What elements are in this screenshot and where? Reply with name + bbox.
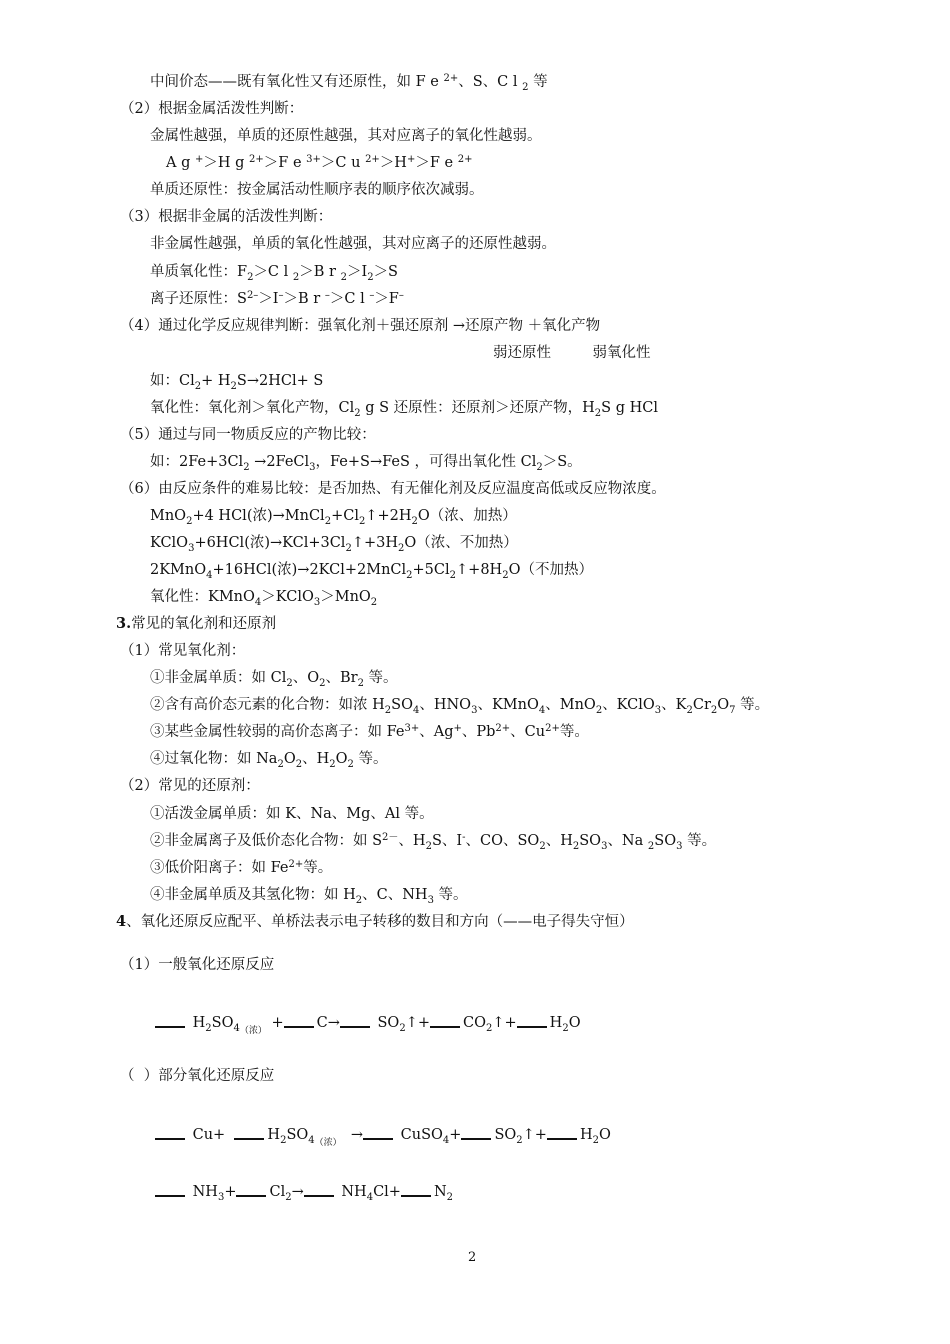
- text-line: 4、氧化还原反应配平、单桥法表示电子转移的数目和方向（——电子得失守恒）: [116, 913, 634, 930]
- text-line: 中间价态——既有氧化性又有还原性，如 F e $^{2+}$、S、C l $_2$ 等: [150, 73, 548, 93]
- text-line: （5）通过与同一物质反应的产物比较：: [120, 427, 376, 443]
- text-line: 单质还原性：按金属活动性顺序表的顺序依次减弱。: [150, 182, 484, 198]
- text-line: 非金属性越强，单质的氧化性越强，其对应离子的还原性越弱。: [150, 236, 556, 252]
- text-line: ④过氧化物：如 $Na_2O_2$、$H_2O_2$ 等。: [150, 751, 388, 770]
- text-line: 离子还原性：$S^{2-}>I^->B$ r –＞C l –＞F–: [150, 290, 404, 307]
- text-line: （3）根据非金属的活泼性判断：: [120, 209, 333, 225]
- text-line: ②非金属离子及低价态化合物：如 $S^{2-}$、$H_2S$、I-、CO、$SO_2$、$H_2SO_3$、Na $_2SO_3$ 等。: [150, 832, 717, 852]
- text-line: $Cu+ H_2SO_{4(浓)}$ → CuSO$_4$+ $SO_2↑+ H_2O$: [155, 1124, 611, 1153]
- text-line: ③低价阳离子：如 $Fe^{2+}$等。: [150, 859, 333, 876]
- text-line: ①活泼金属单质：如 K、Na、Mg、Al 等。: [150, 806, 434, 822]
- text-line: 3.常见的氧化剂和还原剂: [116, 615, 277, 632]
- text-line: （2）常见的还原剂：: [120, 778, 260, 794]
- text-line: ④非金属单质及其氢化物：如 $H_2$、C、$NH_3$ 等。: [150, 887, 468, 906]
- text-line: 如：$Cl_2+ H_2S\to 2HCl+ S$: [150, 373, 324, 392]
- text-line: （6）由反应条件的难易比较：是否加热、有无催化剂及反应温度高低或反应物浓度。: [120, 481, 666, 497]
- text-line: ①非金属单质：如 $Cl_2$、$O_2$、$Br_2$ 等。: [150, 670, 398, 689]
- text-line: 金属性越强，单质的还原性越强，其对应离子的氧化性越弱。: [150, 128, 542, 144]
- text-line: （1）一般氧化还原反应: [120, 957, 275, 973]
- text-line: （2）根据金属活泼性判断：: [120, 101, 304, 117]
- text-line: ③某些金属性较弱的高价态离子：如 $Fe^{3+}$、Ag+、$Pb^{2+}$、$Cu^{2+}$等。: [150, 723, 589, 740]
- text-line: （ ）部分氧化还原反应: [120, 1068, 275, 1084]
- text-line: 2KMnO$_4$+16HCl(浓)$\to 2KCl+2MnCl_2+5Cl_2↑+8H_2O$（不加热）: [150, 562, 593, 581]
- text-line: ②含有高价态元素的化合物：如浓 $H_2SO_4$、$HNO_3$、KMnO$_4$、MnO$_2$、KClO$_3$、$K_2Cr_2O_7$ 等。: [150, 697, 770, 716]
- text-line: 弱还原性 弱氧化性: [493, 345, 651, 361]
- text-line: （4）通过化学反应规律判断：强氧化剂＋强还原剂 →还原产物 ＋氧化产物: [120, 318, 601, 334]
- text-line: （1）常见氧化剂：: [120, 643, 246, 659]
- text-line: 如：$2Fe+3Cl_2$ →2FeCl$_3$，Fe+S→FeS ，可得出氧化性 $Cl_2>S$。: [150, 454, 582, 473]
- text-line: 氧化性：氧化剂＞氧化产物，$Cl_2$ g S 还原性：还原剂＞还原产物，$H_2S$ g HCl: [150, 400, 658, 419]
- text-line: A g +＞H g $^{2+}$＞F e $^{3+}$＞C u $^{2+}$＞H+＞F e $^{2+}$: [166, 154, 473, 171]
- text-line: 氧化性：KMnO$_4$＞KClO$_3$＞MnO$_2$: [150, 589, 378, 608]
- page-number: 2: [468, 1250, 477, 1265]
- text-line: MnO$_2$+4 HCl(浓)$\to MnCl_2+Cl_2↑+2H_2O$（浓、加热）: [150, 508, 517, 527]
- text-line: 单质氧化性：$F_2>C$ l $_2$＞B r $_2>I_2>S$: [150, 264, 398, 283]
- text-line: $H_2SO_{4(浓)} + C\to$ $SO_2↑+$ $CO_2↑+ H_2O$: [155, 1012, 581, 1041]
- text-line: $NH_3+ Cl_2\to NH_4Cl+ N_2$: [155, 1181, 453, 1202]
- text-line: KClO$_3$+6HCl(浓)$\to KCl+3Cl_2↑+3H_2O$（浓、不加热）: [150, 535, 518, 554]
